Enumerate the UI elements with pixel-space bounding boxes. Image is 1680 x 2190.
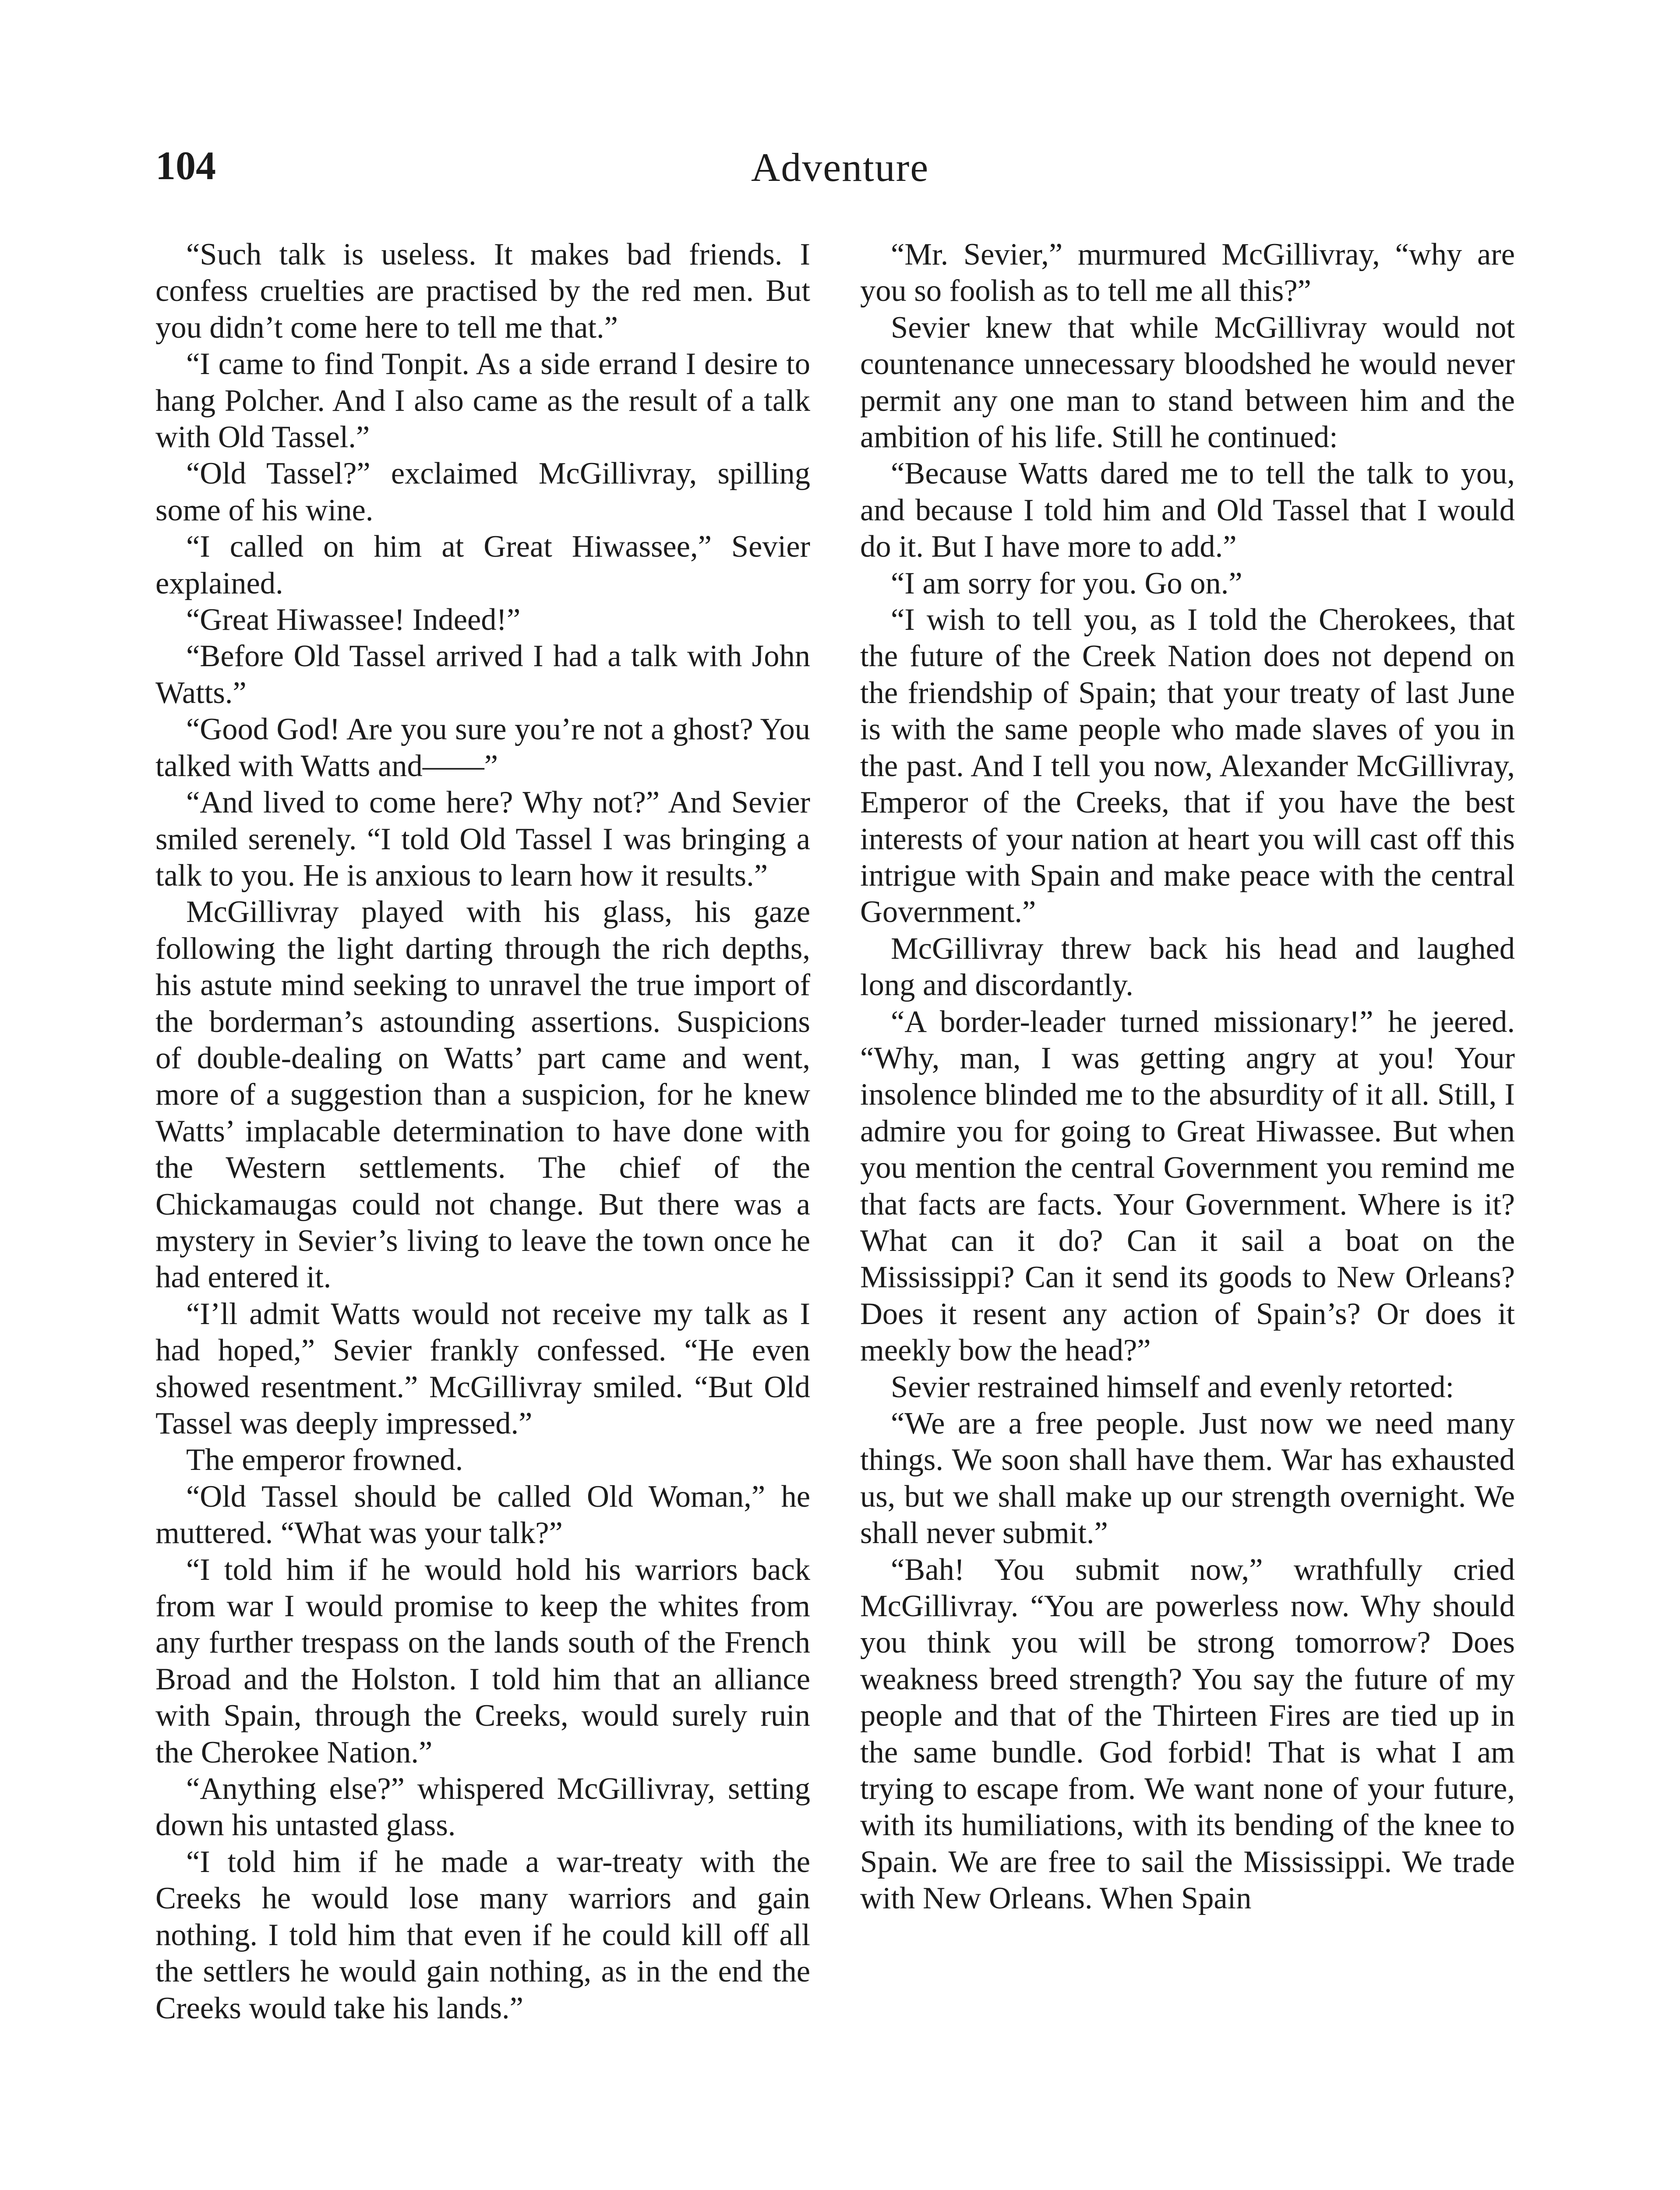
paragraph: “A border-leader turned missionary!” he jeered. “Why, man, I was getting angry at you! Your insolence blinded me to the absurdity of it all. Still, I admire you for going to Great Hiwassee. But when you mention the central Government you remind me that facts are facts. Your Government. Where is it? What can it do? Can it sail a boat on the Mississippi? Can it send its goods to New Orleans? Does it resent any action of Spain’s? Or does it meekly bow the head?” [860, 1004, 1515, 1368]
paragraph: “Old Tassel should be called Old Woman,” he muttered. “What was your talk?” [155, 1479, 810, 1551]
paragraph: “Such talk is useless. It makes bad friends. I confess cruelties are practised by the red men. But you didn’t come here to tell me that.” [155, 237, 810, 345]
paragraph: “I called on him at Great Hiwassee,” Sevier explained. [155, 530, 810, 600]
paragraph: “Mr. Sevier,” murmured McGillivray, “why are you so foolish as to tell me all this?” [860, 237, 1515, 308]
paragraph: “Before Old Tassel arrived I had a talk with John Watts.” [155, 639, 810, 710]
paragraph: McGillivray played with his glass, his gaze following the light darting through the rich depths, his astute mind seeking to unravel the true import of the borderman’s astounding assertions. Suspicions of double-dealing on Watts’ part came and went, more of a suggestion than a suspicion, for he knew Watts’ implacable determination to have done with the Western settlements. The chief of the Chickamaugas could not change. But there was a mystery in Sevier’s living to leave the town once he had entered it. [155, 895, 810, 1295]
paragraph: “I’ll admit Watts would not receive my talk as I had hoped,” Sevier frankly confessed. “He even showed resentment.” McGillivray smiled. “But Old Tassel was deeply impressed.” [155, 1296, 810, 1441]
right-column [860, 237, 1515, 1917]
paragraph: Sevier knew that while McGillivray would not countenance unnecessary bloodshed he would never permit any one man to stand between him and the ambition of his life. Still he continued: [860, 310, 1515, 455]
paragraph: “Good God! Are you sure you’re not a ghost? You talked with Watts and——” [155, 712, 810, 783]
paragraph: Sevier restrained himself and evenly retorted: [891, 1370, 1454, 1404]
paragraph: The emperor frowned. [186, 1443, 463, 1477]
paragraph: “Because Watts dared me to tell the talk to you, and because I told him and Old Tassel that I would do it. But I have more to add.” [860, 456, 1515, 564]
paragraph: “I am sorry for you. Go on.” [891, 566, 1242, 600]
paragraph: “I told him if he would hold his warriors back from war I would promise to keep the whites from any further trespass on the lands south of the French Broad and the Holston. I told him that an alliance with Spain, through the Creeks, would surely ruin the Cherokee Nation.” [155, 1552, 810, 1770]
paragraph: “I came to find Tonpit. As a side errand I desire to hang Polcher. And I also came as the result of a talk with Old Tassel.” [155, 347, 810, 455]
page-number: 104 [155, 143, 216, 188]
paragraph: “Old Tassel?” exclaimed McGillivray, spilling some of his wine. [155, 456, 810, 527]
running-title: Adventure [751, 145, 929, 190]
paragraph: “We are a free people. Just now we need many things. We soon shall have them. War has exhausted us, but we shall make up our strength overnight. We shall never submit.” [860, 1406, 1515, 1551]
paragraph: McGillivray threw back his head and laughed long and discordantly. [860, 931, 1515, 1003]
left-column [155, 237, 810, 2027]
paragraph: “Anything else?” whispered McGillivray, setting down his untasted glass. [155, 1772, 810, 1843]
paragraph: “I wish to tell you, as I told the Cherokees, that the future of the Creek Nation does not depend on the friendship of Spain; that your treaty of last June is with the same people who made slaves of you in the past. And I tell you now, Alexander McGillivray, Emperor of the Creeks, that if you have the best interests of your nation at heart you will cast off this intrigue with Spain and make peace with the central Government.” [860, 603, 1515, 929]
paragraph: “And lived to come here? Why not?” And Sevier smiled serenely. “I told Old Tassel I was bringing a talk to you. He is anxious to learn how it results.” [155, 785, 810, 893]
paragraph: “Great Hiwassee! Indeed!” [186, 603, 521, 637]
paragraph: “I told him if he made a war-treaty with the Creeks he would lose many warriors and gain nothing. I told him that even if he could kill off all the settlers he would gain nothing, as in the end the Creeks would take his lands.” [155, 1844, 810, 2025]
paragraph: “Bah! You submit now,” wrathfully cried McGillivray. “You are powerless now. Why should you think you will be strong tomorrow? Does weakness breed strength? You say the future of my people and that of the Thirteen Fires are tied up in the same bundle. God forbid! That is what I am trying to escape from. We want none of your future, with its humiliations, with its bending of the knee to Spain. We are free to sail the Mississippi. We trade with New Orleans. When Spain [860, 1552, 1515, 1916]
